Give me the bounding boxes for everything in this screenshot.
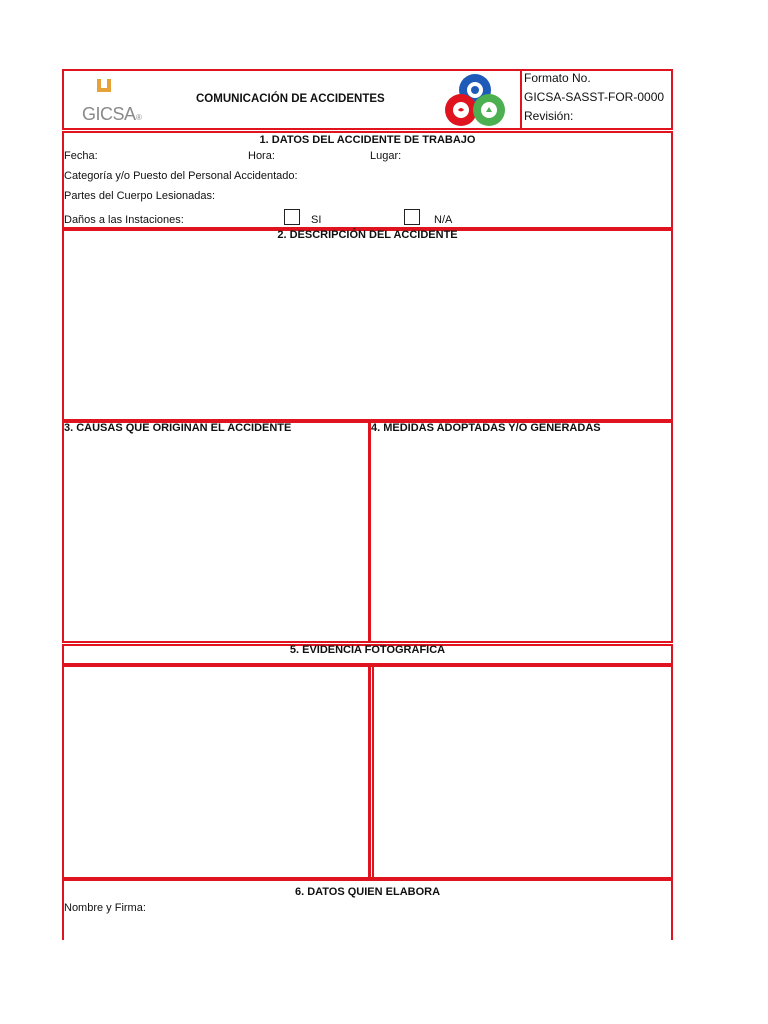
safety-logo bbox=[439, 72, 511, 128]
safety-circles-icon bbox=[439, 72, 511, 128]
format-number-label: Formato No. bbox=[524, 71, 591, 85]
categoria-label: Categoría y/o Puesto del Personal Accidentado: bbox=[64, 170, 298, 182]
photo-inner-divider bbox=[372, 665, 374, 879]
checkbox-si[interactable] bbox=[284, 209, 300, 225]
partes-label: Partes del Cuerpo Lesionadas: bbox=[64, 190, 216, 202]
section4-frame bbox=[369, 421, 673, 643]
section3-title: 3. CAUSAS QUE ORIGINAN EL ACCIDENTE bbox=[64, 422, 292, 434]
section1-title: 1. DATOS DEL ACCIDENTE DE TRABAJO bbox=[259, 134, 476, 146]
section5-title: 5. EVIDENCIA FOTOGRAFICA bbox=[289, 644, 446, 656]
section4-title: 4. MEDIDAS ADOPTADAS Y/O GENERADAS bbox=[371, 422, 601, 434]
format-code: GICSA-SASST-FOR-0000 bbox=[524, 90, 665, 104]
nombre-firma-label: Nombre y Firma: bbox=[64, 902, 146, 914]
section6-top-line bbox=[62, 879, 673, 881]
header-divider bbox=[520, 69, 522, 130]
fecha-label: Fecha: bbox=[64, 150, 98, 162]
danos-label: Daños a las Instaciones: bbox=[64, 214, 184, 226]
form-title: COMUNICACIÓN DE ACCIDENTES bbox=[196, 93, 385, 105]
checkbox-na[interactable] bbox=[404, 209, 420, 225]
revision-label: Revisión: bbox=[524, 109, 574, 123]
option-na-label: N/A bbox=[434, 214, 453, 226]
gicsa-logo-text: GICSA bbox=[82, 104, 136, 124]
photo-right-frame bbox=[369, 665, 673, 879]
photo-left-frame bbox=[62, 665, 370, 879]
hora-label: Hora: bbox=[248, 150, 275, 162]
section2-title: 2. DESCRIPCIÓN DEL ACCIDENTE bbox=[277, 229, 458, 241]
section3-frame bbox=[62, 421, 370, 643]
lugar-label: Lugar: bbox=[370, 150, 402, 162]
gicsa-logo bbox=[80, 77, 144, 125]
option-si-label: SI bbox=[311, 214, 322, 226]
section6-title: 6. DATOS QUIEN ELABORA bbox=[294, 886, 441, 898]
section2-frame bbox=[62, 229, 673, 421]
registered-icon: ® bbox=[136, 113, 142, 122]
